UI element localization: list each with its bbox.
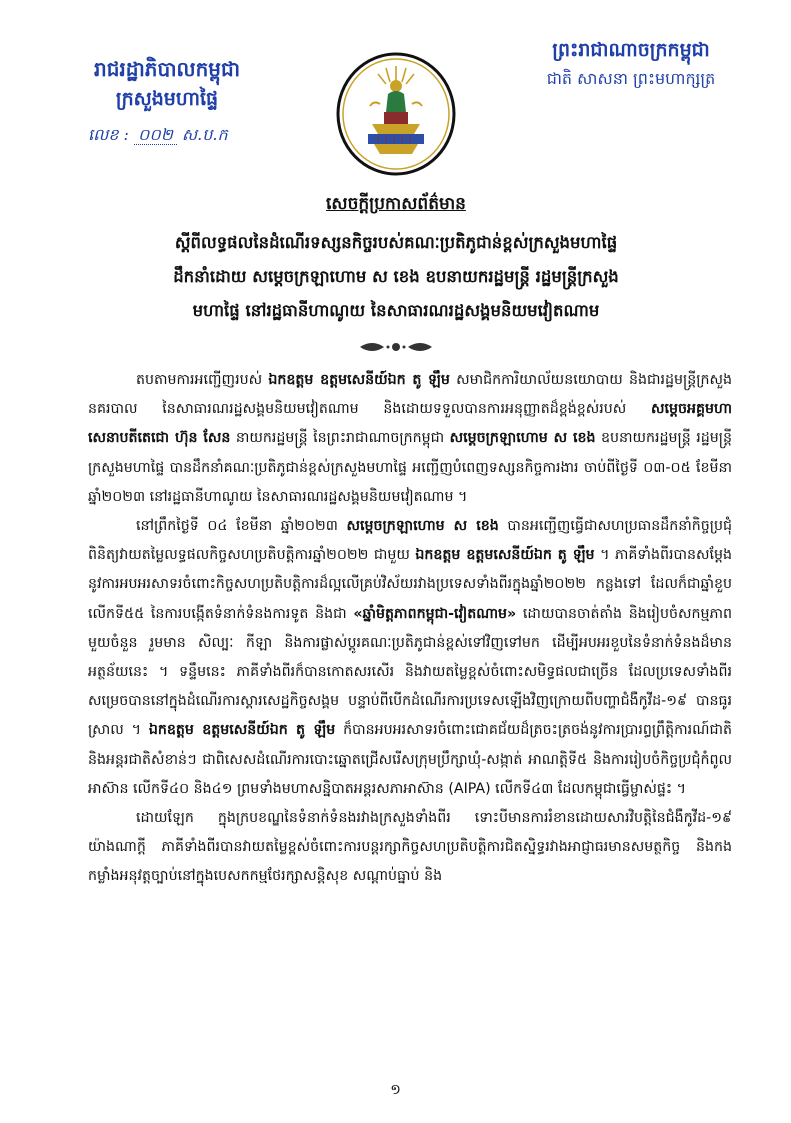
official-name: សម្តេចក្រឡាហោម ស ខេង [449, 430, 596, 447]
official-name: សម្តេចអគ្គមហាសេនាបតីតេជោ ហ៊ុន សែន [88, 401, 732, 447]
paragraph-1: តបតាមការអញ្ជើញរបស់ ឯកឧត្តម ឧត្តមសេនីយ៍ឯក តូ ឡឹម សមាជិកការិយាល័យនយោបាយ និងជារដ្ឋមន្ត្រីក្រសួងនគរបាល នៃសាធារណរដ្ឋសង្គមនិយមវៀតណាម និងដោយទទួលបានការអនុញ្ញាតដ៏ខ្ពង់ខ្ពស់របស់ សម្តេចអគ្គមហាសេនាបតីតេជោ ហ៊ុន សែន នាយករដ្ឋមន្ត្រី នៃព្រះរាជាណាចក្រកម្ពុជា សម្តេចក្រឡាហោម ស ខេង ឧបនាយករដ្ឋមន្ត្រី រដ្ឋមន្ត្រីក្រសួងមហាផ្ទៃ បានដឹកនាំគណៈប្រតិភូជាន់ខ្ពស់ក្រសួងមហាផ្ទៃ អញ្ជើញបំពេញទស្សនកិច្ចការងារ ចាប់ពីថ្ងៃទី ០៣-០៥ ខែមីនា ឆ្នាំ២០២៣ នៅរដ្ឋធានីហាណូយ នៃសាធារណរដ្ឋសង្គមនិយមវៀតណាម ។ [88, 372, 733, 505]
press-release-title [80, 192, 712, 328]
paragraph-2: នៅព្រឹកថ្ងៃទី ០៤ ខែមីនា ឆ្នាំ២០២៣ សម្តេចក្រឡាហោម ស ខេង បានអញ្ជើញធ្វើជាសហប្រធានដឹកនាំកិច្ចប្រជុំពិនិត្យវាយតម្លៃលទ្ធផលកិច្ចសហប្រតិបត្តិការឆ្នាំ២០២២ ជាមួយ ឯកឧត្តម ឧត្តមសេនីយ៍ឯក តូ ឡឹម ។ ភាគីទាំងពីរបានសម្តែងនូវការអបអរសាទរចំពោះកិច្ចសហប្រតិបត្តិការដ៏ល្អលើគ្រប់វិស័យរវាងប្រទេសទាំងពីរក្នុងឆ្នាំ២០២២ កន្លងទៅ ដែលក៏ជាឆ្នាំខួបលើកទី៥៥ នៃការបង្កើតទំនាក់ទំនងការទូត និងជា «ឆ្នាំមិត្តភាពកម្ពុជា-វៀតណាម» ដោយបានចាត់តាំង និងរៀបចំសកម្មភាពមួយចំនួន រួមមាន សិល្បៈ កីឡា និងការផ្លាស់ប្តូរគណៈប្រតិភូជាន់ខ្ពស់ទៅវិញទៅមក ដើម្បីអបអរខួបនៃទំនាក់ទំនងដ៏មានអត្ថន័យនេះ ។ ទន្ទឹមនេះ ភាគីទាំងពីរក៏បានកោតសរសើរ និងវាយតម្លៃខ្ពស់ចំពោះសមិទ្ធផលជាច្រើន ដែលប្រទេសទាំងពីរសម្រេចបាននៅក្នុងដំណើរការស្តារសេដ្ឋកិច្ចសង្គម បន្ទាប់ពីបើកដំណើរការប្រទេសឡើងវិញក្រោយពីបញ្ហាជំងឺកូវីដ-១៩ បានធូរស្រាល ។ ឯកឧត្តម ឧត្តមសេនីយ៍ឯក តូ ឡឹម ក៏បានអបអរសាទរចំពោះជោគជ័យដ៏ត្រចះត្រចង់នូវការប្រារព្ធព្រឹត្តិការណ៍ជាតិ និងអន្តរជាតិសំខាន់ៗ ជាពិសេសដំណើរការបោះឆ្នោតជ្រើសរើសក្រុមប្រឹក្សាឃុំ-សង្កាត់ អាណត្តិទី៥ និងការរៀបចំកិច្ចប្រជុំកំពូលអាស៊ាន លើកទី៤០ និង៤១ ព្រមទាំងមហាសន្និបាតអន្តរសភាអាស៊ាន (AIPA) លើកទី៤៣ ដែលកម្ពុជាធ្វើម្ចាស់ផ្ទះ ។ [88, 518, 732, 797]
paragraph-3: ដោយឡែក ក្នុងក្របខណ្ឌនៃទំនាក់ទំនងរវាងក្រសួងទាំងពីរ ទោះបីមានការរំខានដោយសារវិបត្តិនៃជំងឺកូវីដ-១៩ យ៉ាងណាក្តី ភាគីទាំងពីរបានវាយតម្លៃខ្ពស់ចំពោះការបន្តរក្សាកិច្ចសហប្រតិបត្តិការជិតស្និទ្ធរវាងអាជ្ញាធរមានសមត្ថកិច្ច និងកងកម្លាំងអនុវត្តច្បាប់នៅក្នុងបេសកកម្មថែរក្សាសន្តិសុខ សណ្តាប់ធ្នាប់ និង [88, 810, 732, 885]
subject-line-1: ស្តីពីលទ្ធផលនៃដំណើរទស្សនកិច្ចរបស់គណៈប្រតិភូជាន់ខ្ពស់ក្រសួងមហាផ្ទៃ [174, 233, 618, 252]
official-name: សម្តេចក្រឡាហោម ស ខេង [346, 518, 499, 535]
official-name: ឯកឧត្តម ឧត្តមសេនីយ៍ឯក តូ ឡឹម [415, 547, 595, 564]
ministry-emblem-icon [334, 52, 458, 176]
reference-suffix: ស.ប.ក [181, 125, 228, 144]
document-body [88, 366, 732, 892]
reference-value: ០០២ [134, 125, 177, 145]
national-motto: ជាតិ សាសនា ព្រះមហាក្សត្រ [546, 69, 716, 88]
kingdom-name: ព្រះរាជាណាចក្រកម្ពុជា [552, 39, 710, 61]
reference-label: លេខ : [88, 125, 129, 144]
ministry-name: ក្រសួងមហាផ្ទៃ [115, 88, 219, 110]
subject-line-2: ដឹកនាំដោយ សម្តេចក្រឡាហោម ស ខេង ឧបនាយករដ្ឋមន្ត្រី រដ្ឋមន្ត្រីក្រសួង [173, 267, 619, 286]
government-name: រាជរដ្ឋាភិបាលកម្ពុជា [94, 57, 240, 81]
kingdom-letterhead [506, 36, 756, 94]
subject-line-3: មហាផ្ទៃ នៅរដ្ឋធានីហាណូយ នៃសាធារណរដ្ឋសង្គមនិយមវៀតណាម [192, 301, 600, 320]
ornament-divider-icon [358, 339, 434, 355]
reference-number [88, 124, 228, 148]
official-name: ឯកឧត្តម ឧត្តមសេនីយ៍ឯក តូ ឡឹម [268, 372, 450, 388]
official-name: ឯកឧត្តម ឧត្តមសេនីយ៍ឯក តូ ឡឹម [148, 722, 336, 739]
document-type-heading: សេចក្តីប្រកាសព័ត៌មាន [326, 194, 466, 214]
friendship-year: «ឆ្នាំមិត្តភាពកម្ពុជា-វៀតណាម» [353, 605, 517, 622]
ministry-letterhead [62, 54, 272, 114]
page-number: ១ [390, 1082, 401, 1098]
